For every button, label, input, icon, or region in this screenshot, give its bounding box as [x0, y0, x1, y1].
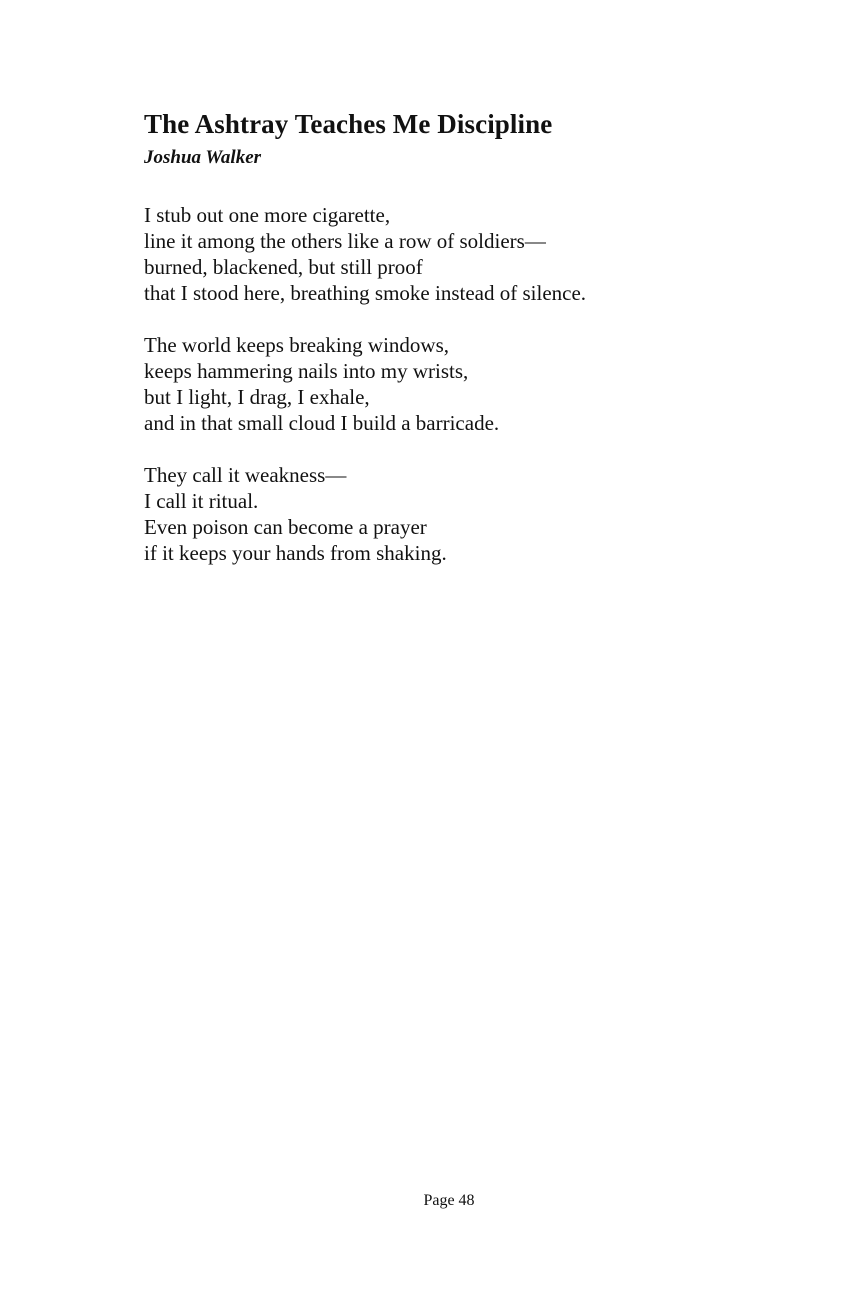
- poem-line: that I stood here, breathing smoke instead of silence.: [144, 281, 587, 305]
- poem-line: I call it ritual.: [144, 489, 259, 513]
- stanza: [144, 202, 764, 306]
- page-footer: [0, 1189, 864, 1213]
- poem-line: I stub out one more cigarette,: [144, 203, 391, 227]
- poem-line: line it among the others like a row of soldiers—: [144, 229, 546, 253]
- poem-body: [144, 202, 764, 592]
- poem-line: They call it weakness—: [144, 463, 347, 487]
- poem-line: and in that small cloud I build a barricade.: [144, 411, 500, 435]
- poem-line: burned, blackened, but still proof: [144, 255, 423, 279]
- poem-line: keeps hammering nails into my wrists,: [144, 359, 469, 383]
- poem-title: The Ashtray Teaches Me Discipline: [144, 109, 553, 139]
- poem-author: Joshua Walker: [144, 147, 262, 168]
- page-number: Page 48: [423, 1192, 475, 1209]
- poem-line: if it keeps your hands from shaking.: [144, 541, 447, 565]
- poem-line: but I light, I drag, I exhale,: [144, 385, 370, 409]
- poem-header: [144, 106, 764, 174]
- stanza: [144, 462, 764, 566]
- stanza: [144, 332, 764, 436]
- poem-line: The world keeps breaking windows,: [144, 333, 450, 357]
- poem-line: Even poison can become a prayer: [144, 515, 427, 539]
